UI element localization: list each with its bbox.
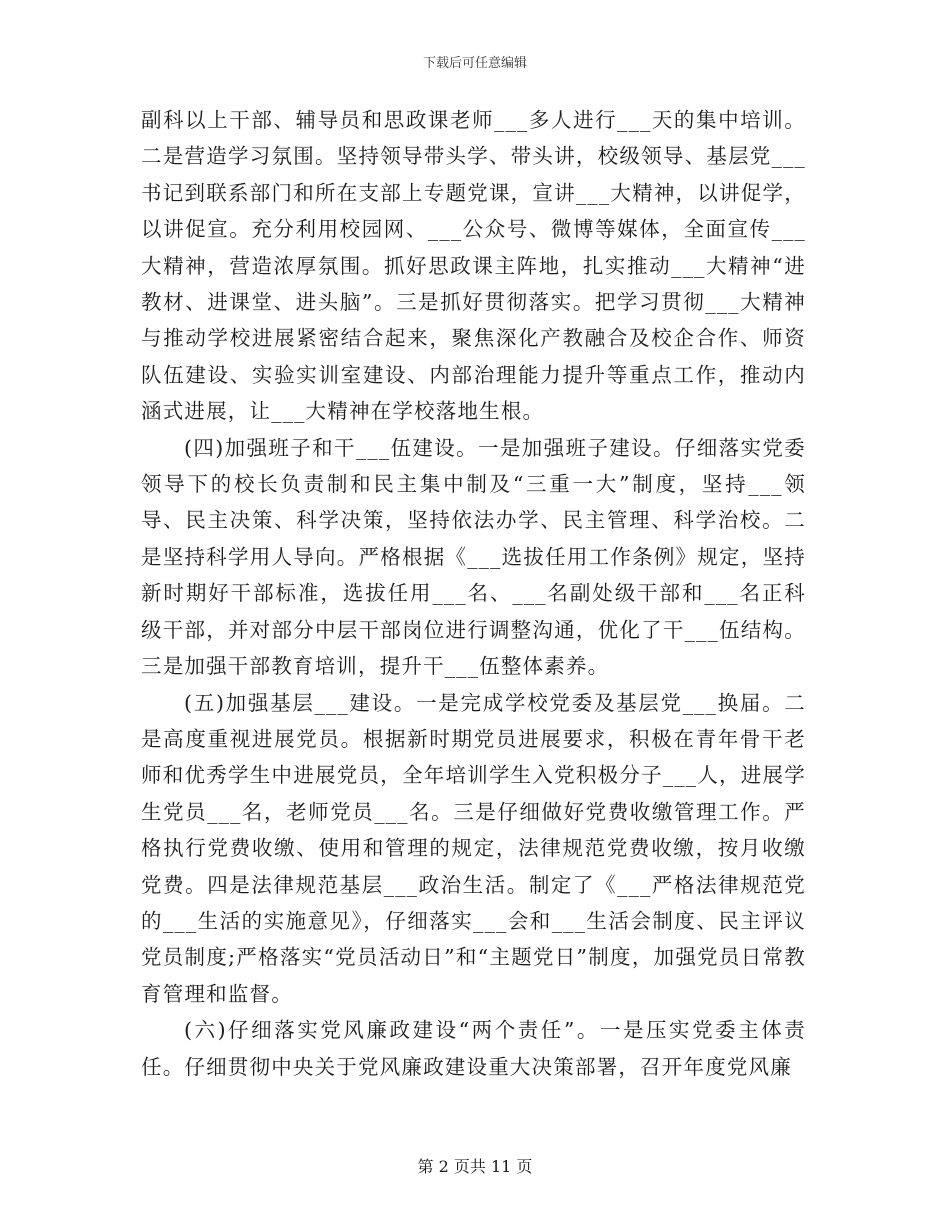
page-footer: 第 2 页共 11 页: [417, 1157, 533, 1176]
paragraph: (四)加强班子和干___伍建设。一是加强班子建设。仔细落实党委领导下的校长负责制和民主集中制及“三重一大”制度，坚持___领导、民主决策、科学决策，坚持依法办学、民主管理、科学治校。二是坚持科学用人导向。严格根据《___选拔任用工作条例》规定，坚持新时期好干部标准，选拔任用___名、___名副处级干部和___名正科级干部，并对部分中层干部岗位进行调整沟通，优化了干___伍结构。三是加强干部教育培训，提升干___伍整体素养。: [141, 435, 806, 679]
paragraph: 副科以上干部、辅导员和思政课老师___多人进行___天的集中培训。二是营造学习氛围。坚持领导带头学、带头讲，校级领导、基层党___书记到联系部门和所在支部上专题党课，宣讲___大精神，以讲促学，以讲促宣。充分利用校园网、___公众号、微博等媒体，全面宣传___大精神，营造浓厚氛围。抓好思政课主阵地，扎实推动___大精神“进教材、进课堂、进头脑”。三是抓好贯彻落实。把学习贯彻___大精神与推动学校进展紧密结合起来，聚焦深化产教融合及校企合作、师资队伍建设、实验实训室建设、内部治理能力提升等重点工作，推动内涵式进展，让___大精神在学校落地生根。: [141, 108, 806, 424]
paragraph: (六)仔细落实党风廉政建设“两个责任”。一是压实党委主体责任。仔细贯彻中央关于党风廉政建设重大决策部署，召开年度党风廉: [141, 1018, 806, 1079]
paragraph: (五)加强基层___建设。一是完成学校党委及基层党___换届。二是高度重视进展党员。根据新时期党员进展要求，积极在青年骨干老师和优秀学生中进展党员，全年培训学生入党积极分子___人，进展学生党员___名，老师党员___名。三是仔细做好党费收缴管理工作。严格执行党费收缴、使用和管理的规定，法律规范党费收缴，按月收缴党费。四是法律规范基层___政治生活。制定了《___严格法律规范党的___生活的实施意见》，仔细落实___会和___生活会制度、民主评议党员制度;严格落实“党员活动日”和“主题党日”制度，加强党员日常教育管理和监督。: [141, 690, 806, 1006]
document-body: [141, 102, 806, 1085]
page-header: 下载后可任意编辑: [422, 56, 527, 71]
